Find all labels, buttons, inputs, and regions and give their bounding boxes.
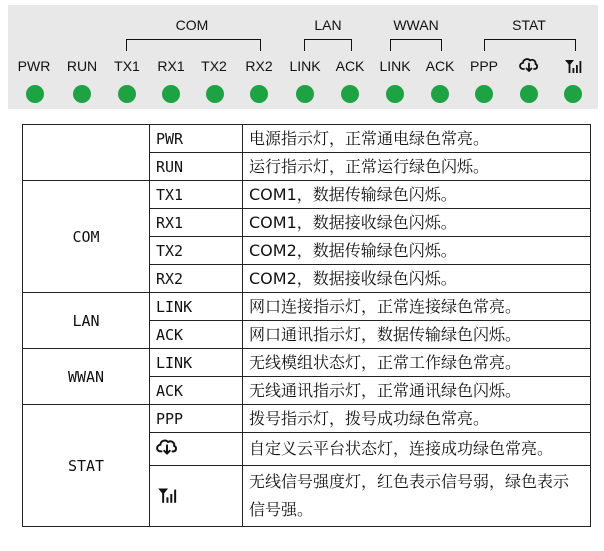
group-bracket-stat bbox=[484, 39, 576, 51]
group-label-com: COM bbox=[175, 17, 209, 33]
group-label-lan: LAN bbox=[314, 17, 342, 33]
led-name: RUN bbox=[150, 153, 243, 181]
signal-strength-icon bbox=[563, 56, 583, 74]
led-label-lan-link: LINK bbox=[289, 58, 321, 74]
led-cloud bbox=[520, 85, 538, 103]
led-label-ppp: PPP bbox=[469, 58, 499, 74]
led-name: ACK bbox=[150, 321, 243, 349]
led-label-pwr: PWR bbox=[17, 58, 51, 74]
led-lan-link bbox=[296, 85, 314, 103]
led-description: 无线信号强度灯，红色表示信号弱，绿色表示信号强。 bbox=[243, 466, 591, 527]
led-description: 网口连接指示灯，正常连接绿色常亮。 bbox=[243, 293, 591, 321]
led-description: 无线通讯指示灯，正常通讯绿色闪烁。 bbox=[243, 377, 591, 405]
led-description: 拨号指示灯，拨号成功绿色常亮。 bbox=[243, 405, 591, 433]
cloud-icon bbox=[519, 56, 539, 74]
led-description: COM1，数据传输绿色闪烁。 bbox=[243, 181, 591, 209]
led-icon-cell bbox=[150, 466, 243, 527]
table-row bbox=[23, 293, 591, 321]
led-wwan-ack bbox=[431, 85, 449, 103]
led-run bbox=[73, 85, 91, 103]
group-bracket-wwan bbox=[390, 39, 442, 51]
group-cell-lan: LAN bbox=[23, 293, 150, 349]
table-row bbox=[23, 349, 591, 377]
led-panel bbox=[8, 5, 598, 109]
group-cell-wwan: WWAN bbox=[23, 349, 150, 405]
led-description: 自定义云平台状态灯，连接成功绿色常亮。 bbox=[243, 433, 591, 466]
led-tx2 bbox=[206, 85, 224, 103]
led-name: TX2 bbox=[150, 237, 243, 265]
group-cell-stat: STAT bbox=[23, 405, 150, 527]
table-row bbox=[23, 181, 591, 209]
led-name: LINK bbox=[150, 349, 243, 377]
led-name: LINK bbox=[150, 293, 243, 321]
cloud-icon bbox=[156, 437, 178, 457]
led-name: ACK bbox=[150, 377, 243, 405]
led-name: PPP bbox=[150, 405, 243, 433]
group-label-stat: STAT bbox=[512, 17, 546, 33]
led-lan-ack bbox=[341, 85, 359, 103]
group-cell-general bbox=[23, 125, 150, 181]
group-bracket-com bbox=[126, 39, 261, 51]
led-name: PWR bbox=[150, 125, 243, 153]
led-name: RX1 bbox=[150, 209, 243, 237]
led-description: COM2，数据接收绿色闪烁。 bbox=[243, 265, 591, 293]
led-label-rx2: RX2 bbox=[245, 58, 273, 74]
group-bracket-lan bbox=[304, 39, 352, 51]
led-description-table bbox=[22, 124, 591, 527]
led-label-wwan-link: LINK bbox=[379, 58, 411, 74]
group-label-wwan: WWAN bbox=[393, 17, 439, 33]
led-rx1 bbox=[162, 85, 180, 103]
led-ppp bbox=[475, 85, 493, 103]
led-pwr bbox=[26, 85, 44, 103]
led-label-lan-ack: ACK bbox=[335, 58, 365, 74]
led-tx1 bbox=[118, 85, 136, 103]
led-description: 网口通讯指示灯，数据传输绿色闪烁。 bbox=[243, 321, 591, 349]
led-label-tx1: TX1 bbox=[114, 58, 140, 74]
led-description: 无线模组状态灯，正常工作绿色常亮。 bbox=[243, 349, 591, 377]
group-cell-com: COM bbox=[23, 181, 150, 293]
led-label-run: RUN bbox=[66, 58, 98, 74]
led-rx2 bbox=[250, 85, 268, 103]
led-icon-cell bbox=[150, 433, 243, 466]
led-description: 电源指示灯，正常通电绿色常亮。 bbox=[243, 125, 591, 153]
led-signal bbox=[564, 85, 582, 103]
table-row bbox=[23, 405, 591, 433]
led-name: RX2 bbox=[150, 265, 243, 293]
led-description: COM2，数据传输绿色闪烁。 bbox=[243, 237, 591, 265]
led-label-rx1: RX1 bbox=[157, 58, 185, 74]
signal-strength-icon bbox=[156, 484, 178, 504]
led-wwan-link bbox=[386, 85, 404, 103]
led-description: 运行指示灯，正常运行绿色闪烁。 bbox=[243, 153, 591, 181]
led-label-tx2: TX2 bbox=[201, 58, 227, 74]
led-label-wwan-ack: ACK bbox=[425, 58, 455, 74]
led-name: TX1 bbox=[150, 181, 243, 209]
led-description: COM1，数据接收绿色闪烁。 bbox=[243, 209, 591, 237]
table-row bbox=[23, 125, 591, 153]
